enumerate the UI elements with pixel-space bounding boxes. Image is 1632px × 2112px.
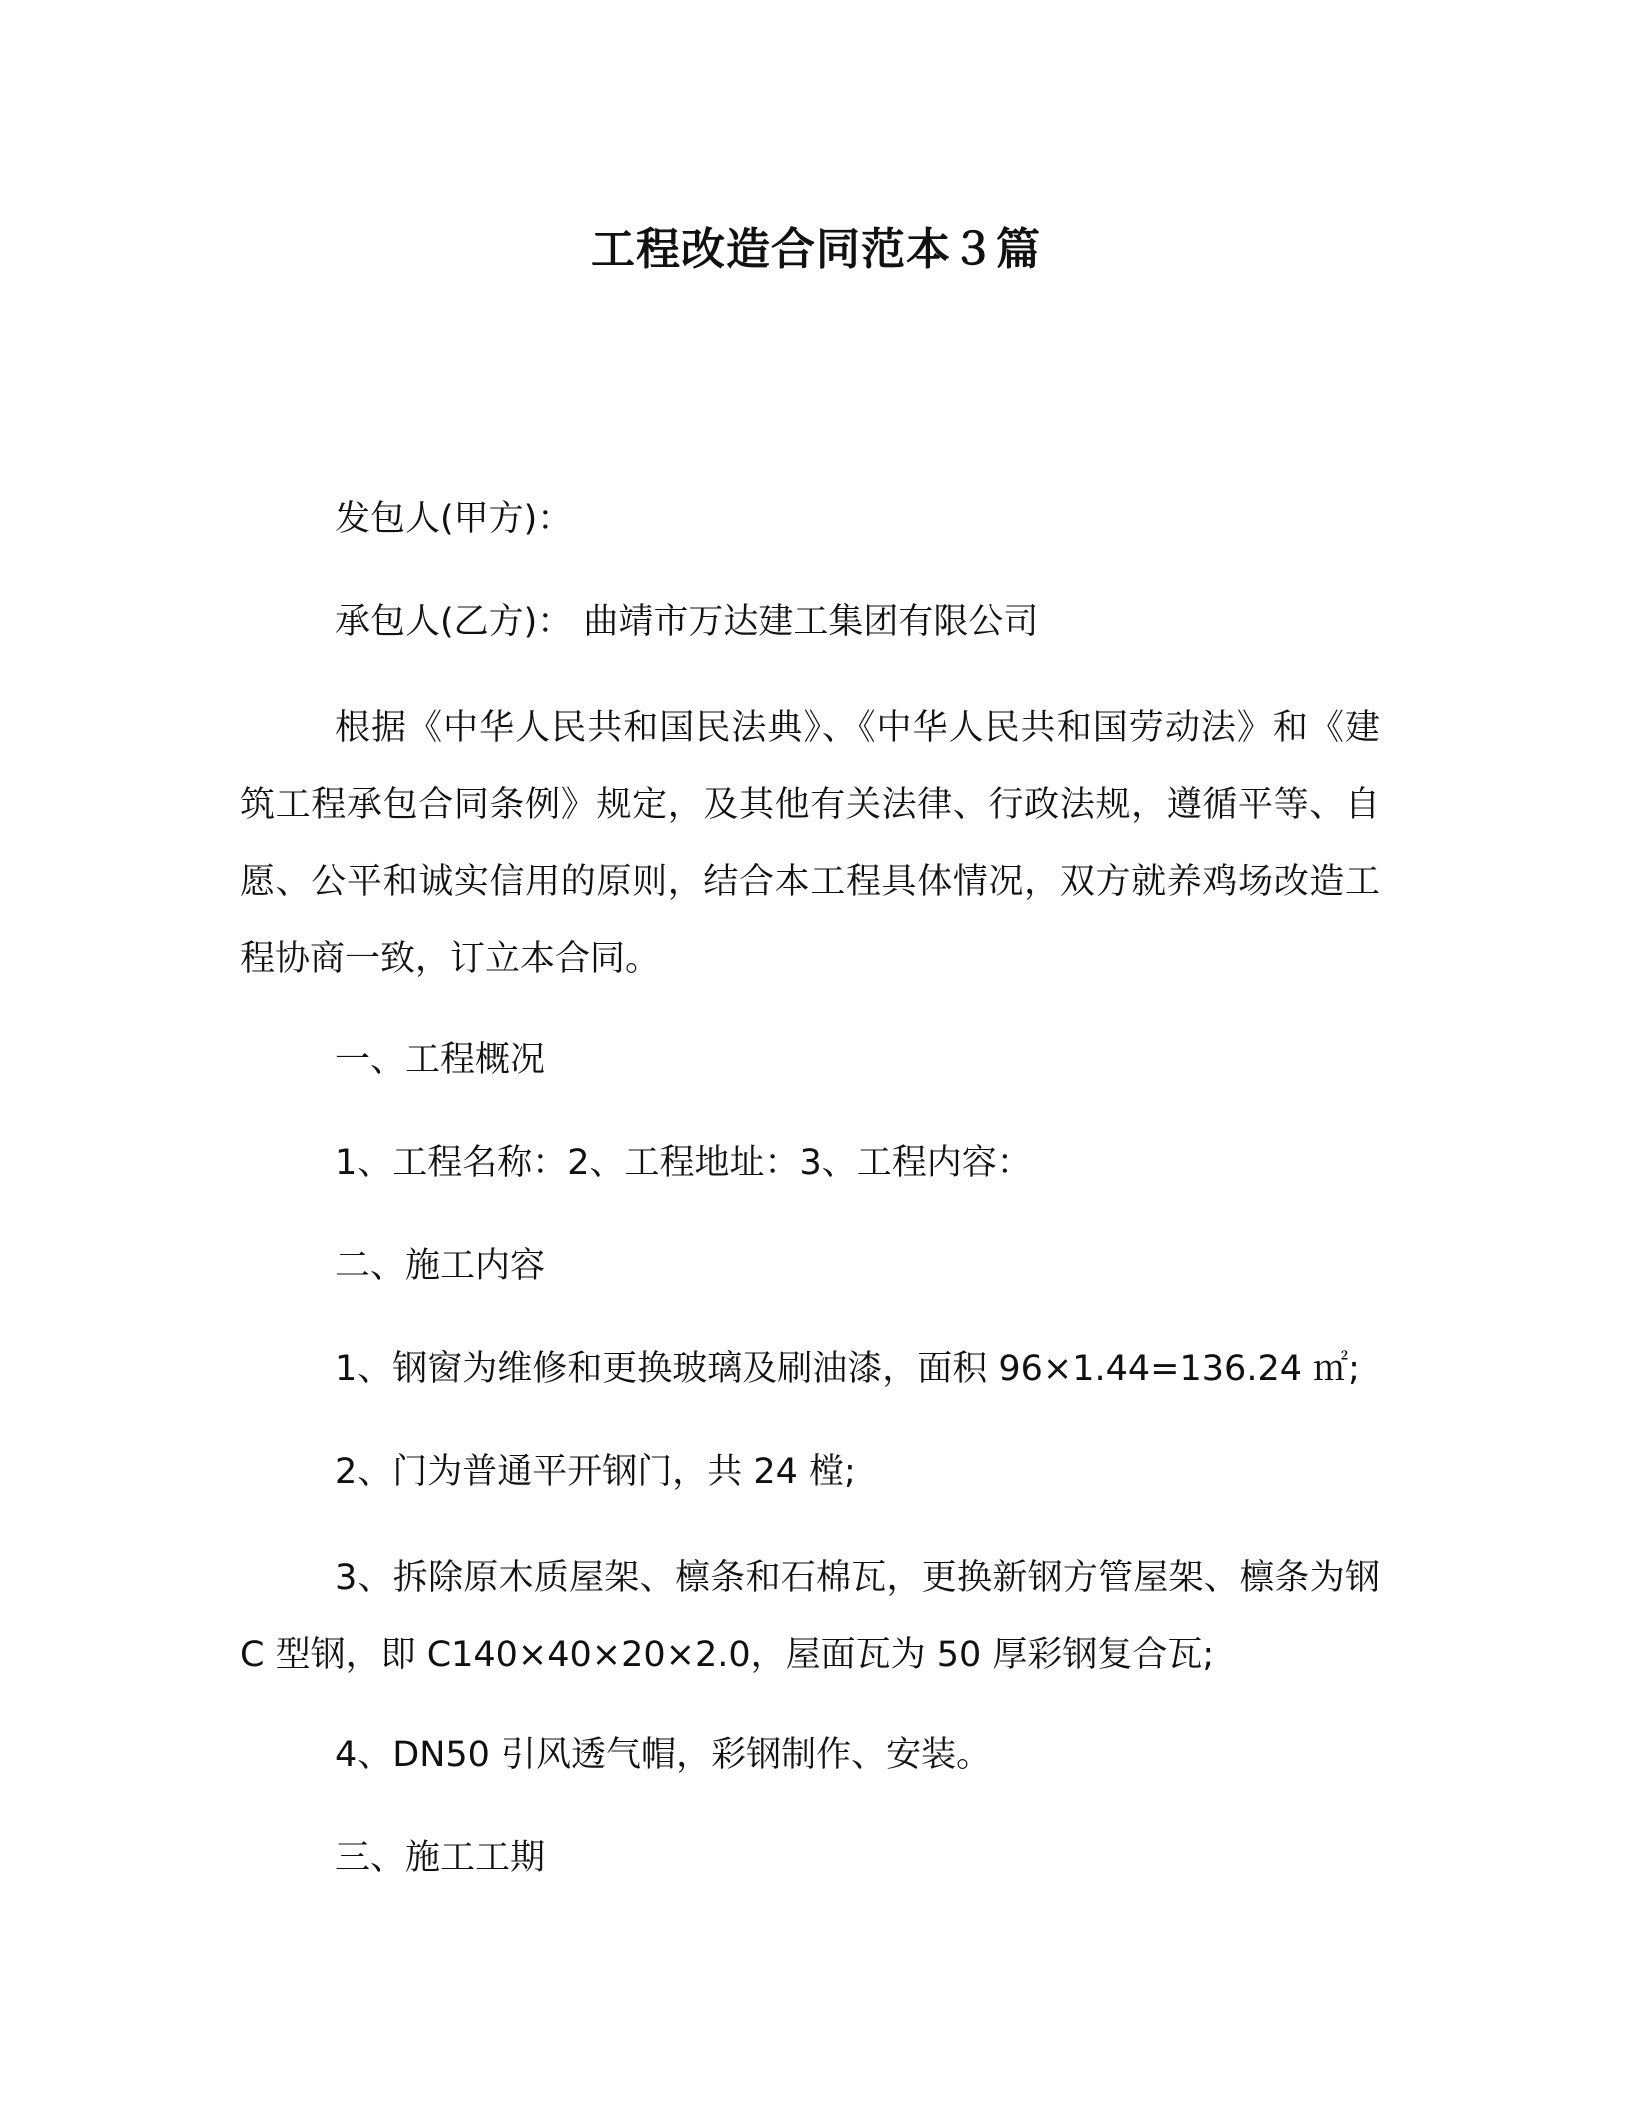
intro-paragraph: 根据《中华人民共和国民法典》、《中华人民共和国劳动法》和《建筑工程承包合同条例》规定，及其他有关法律、行政法规，遵循平等、自愿、公平和诚实信用的原则，结合本工程具体情况，双方就养鸡场改造工程协商一致，订立本合同。 (240, 708, 1380, 979)
construction-item-4: 4、DN50 引风透气帽，彩钢制作、安装。 (335, 1735, 992, 1775)
construction-item-1: 1、钢窗为维修和更换玻璃及刷油漆，面积 96×1.44=136.24 ㎡; (335, 1349, 1360, 1389)
section-2-heading: 二、施工内容 (335, 1246, 546, 1286)
document-title: 工程改造合同范本３篇 (591, 224, 1041, 275)
section-1-heading: 一、工程概况 (335, 1040, 546, 1080)
party-b-line: 承包人(乙方)： 曲靖市万达建工集团有限公司 (335, 602, 1039, 642)
construction-item-3: 3、拆除原木质屋架、檩条和石棉瓦，更换新钢方管屋架、檩条为钢 C 型钢，即 C140×40×20×2.0，屋面瓦为 50 厚彩钢复合瓦; (240, 1558, 1380, 1675)
section-1-items: 1、工程名称：2、工程地址：3、工程内容： (335, 1143, 1032, 1183)
construction-item-2: 2、门为普通平开钢门，共 24 樘; (335, 1452, 856, 1492)
party-a-line: 发包人(甲方)： (335, 499, 573, 539)
section-3-heading: 三、施工工期 (335, 1838, 546, 1878)
